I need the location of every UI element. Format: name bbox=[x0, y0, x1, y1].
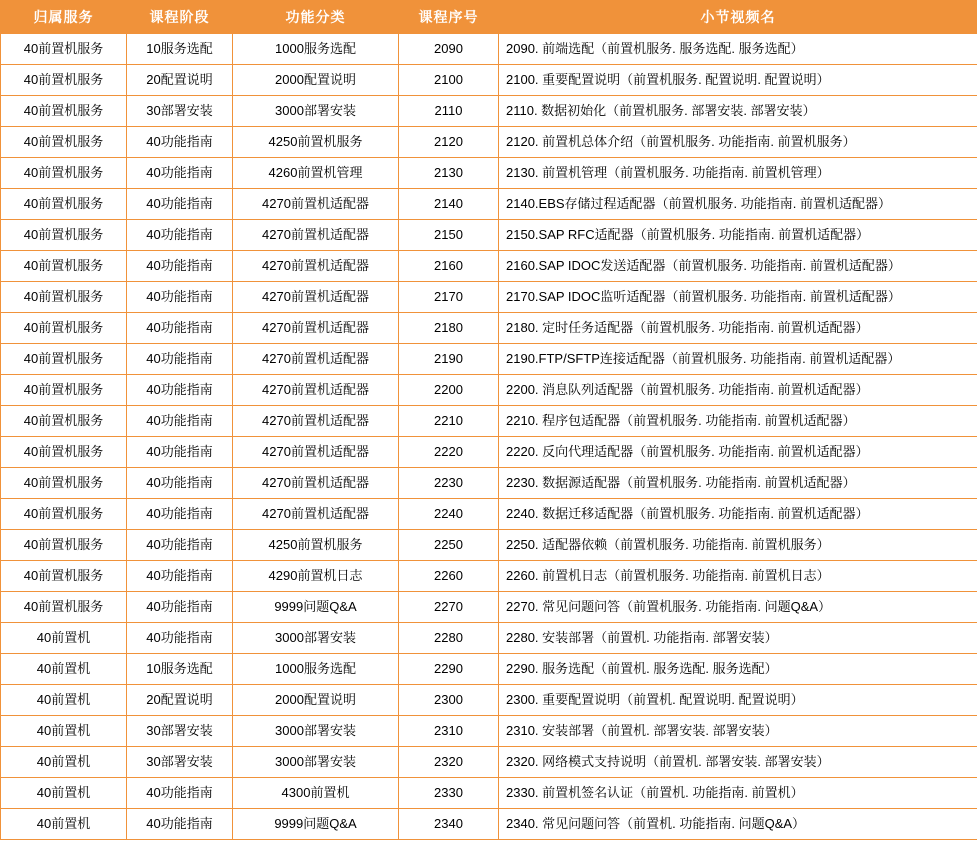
table-row bbox=[1, 747, 977, 778]
column-header-sequence: 课程序号 bbox=[399, 1, 499, 34]
table-row bbox=[1, 437, 977, 468]
cell-sequence: 2110 bbox=[399, 96, 499, 127]
cell-category: 4300前置机 bbox=[233, 778, 399, 809]
cell-category: 1000服务选配 bbox=[233, 654, 399, 685]
cell-category: 4260前置机管理 bbox=[233, 158, 399, 189]
cell-sequence: 2220 bbox=[399, 437, 499, 468]
table-row bbox=[1, 716, 977, 747]
table-row bbox=[1, 499, 977, 530]
cell-service: 40前置机 bbox=[1, 778, 127, 809]
cell-category: 4270前置机适配器 bbox=[233, 220, 399, 251]
cell-service: 40前置机服务 bbox=[1, 313, 127, 344]
cell-category: 4270前置机适配器 bbox=[233, 282, 399, 313]
cell-video-name: 2210. 程序包适配器（前置机服务. 功能指南. 前置机适配器） bbox=[499, 406, 977, 437]
cell-video-name: 2160.SAP IDOC发送适配器（前置机服务. 功能指南. 前置机适配器） bbox=[499, 251, 977, 282]
table-row bbox=[1, 220, 977, 251]
cell-stage: 20配置说明 bbox=[127, 65, 233, 96]
cell-sequence: 2120 bbox=[399, 127, 499, 158]
cell-sequence: 2090 bbox=[399, 34, 499, 65]
cell-video-name: 2120. 前置机总体介绍（前置机服务. 功能指南. 前置机服务） bbox=[499, 127, 977, 158]
cell-video-name: 2220. 反向代理适配器（前置机服务. 功能指南. 前置机适配器） bbox=[499, 437, 977, 468]
cell-video-name: 2290. 服务选配（前置机. 服务选配. 服务选配） bbox=[499, 654, 977, 685]
cell-category: 4250前置机服务 bbox=[233, 127, 399, 158]
cell-stage: 40功能指南 bbox=[127, 406, 233, 437]
table-row bbox=[1, 158, 977, 189]
cell-category: 4270前置机适配器 bbox=[233, 406, 399, 437]
cell-service: 40前置机 bbox=[1, 747, 127, 778]
cell-stage: 40功能指南 bbox=[127, 468, 233, 499]
cell-video-name: 2340. 常见问题问答（前置机. 功能指南. 问题Q&A） bbox=[499, 809, 977, 840]
cell-stage: 30部署安装 bbox=[127, 96, 233, 127]
cell-category: 4270前置机适配器 bbox=[233, 344, 399, 375]
cell-sequence: 2200 bbox=[399, 375, 499, 406]
cell-sequence: 2100 bbox=[399, 65, 499, 96]
cell-stage: 40功能指南 bbox=[127, 251, 233, 282]
table-row bbox=[1, 65, 977, 96]
cell-stage: 40功能指南 bbox=[127, 623, 233, 654]
cell-video-name: 2100. 重要配置说明（前置机服务. 配置说明. 配置说明） bbox=[499, 65, 977, 96]
cell-stage: 20配置说明 bbox=[127, 685, 233, 716]
cell-service: 40前置机服务 bbox=[1, 406, 127, 437]
cell-video-name: 2130. 前置机管理（前置机服务. 功能指南. 前置机管理） bbox=[499, 158, 977, 189]
cell-stage: 40功能指南 bbox=[127, 313, 233, 344]
cell-sequence: 2270 bbox=[399, 592, 499, 623]
cell-sequence: 2260 bbox=[399, 561, 499, 592]
cell-service: 40前置机服务 bbox=[1, 592, 127, 623]
table-row bbox=[1, 406, 977, 437]
cell-video-name: 2240. 数据迁移适配器（前置机服务. 功能指南. 前置机适配器） bbox=[499, 499, 977, 530]
table-row bbox=[1, 685, 977, 716]
cell-sequence: 2130 bbox=[399, 158, 499, 189]
cell-service: 40前置机服务 bbox=[1, 468, 127, 499]
cell-category: 9999问题Q&A bbox=[233, 592, 399, 623]
cell-video-name: 2200. 消息队列适配器（前置机服务. 功能指南. 前置机适配器） bbox=[499, 375, 977, 406]
column-header-category: 功能分类 bbox=[233, 1, 399, 34]
cell-category: 4270前置机适配器 bbox=[233, 313, 399, 344]
cell-video-name: 2260. 前置机日志（前置机服务. 功能指南. 前置机日志） bbox=[499, 561, 977, 592]
cell-category: 2000配置说明 bbox=[233, 685, 399, 716]
cell-category: 4270前置机适配器 bbox=[233, 251, 399, 282]
cell-sequence: 2330 bbox=[399, 778, 499, 809]
cell-stage: 40功能指南 bbox=[127, 561, 233, 592]
table-row bbox=[1, 623, 977, 654]
table-row bbox=[1, 344, 977, 375]
cell-category: 4290前置机日志 bbox=[233, 561, 399, 592]
cell-sequence: 2290 bbox=[399, 654, 499, 685]
table-row bbox=[1, 96, 977, 127]
cell-video-name: 2190.FTP/SFTP连接适配器（前置机服务. 功能指南. 前置机适配器） bbox=[499, 344, 977, 375]
cell-stage: 40功能指南 bbox=[127, 189, 233, 220]
cell-sequence: 2280 bbox=[399, 623, 499, 654]
cell-video-name: 2280. 安装部署（前置机. 功能指南. 部署安装） bbox=[499, 623, 977, 654]
cell-service: 40前置机服务 bbox=[1, 65, 127, 96]
cell-service: 40前置机服务 bbox=[1, 499, 127, 530]
cell-stage: 40功能指南 bbox=[127, 809, 233, 840]
cell-video-name: 2250. 适配器依赖（前置机服务. 功能指南. 前置机服务） bbox=[499, 530, 977, 561]
cell-video-name: 2320. 网络模式支持说明（前置机. 部署安装. 部署安装） bbox=[499, 747, 977, 778]
cell-sequence: 2150 bbox=[399, 220, 499, 251]
cell-service: 40前置机服务 bbox=[1, 375, 127, 406]
cell-sequence: 2240 bbox=[399, 499, 499, 530]
cell-service: 40前置机服务 bbox=[1, 561, 127, 592]
table-row bbox=[1, 561, 977, 592]
cell-service: 40前置机服务 bbox=[1, 127, 127, 158]
table-header-row bbox=[1, 1, 977, 34]
cell-category: 4270前置机适配器 bbox=[233, 468, 399, 499]
cell-sequence: 2210 bbox=[399, 406, 499, 437]
table-row bbox=[1, 282, 977, 313]
table-row bbox=[1, 251, 977, 282]
table-row bbox=[1, 468, 977, 499]
cell-service: 40前置机 bbox=[1, 623, 127, 654]
table-row bbox=[1, 530, 977, 561]
table-row bbox=[1, 778, 977, 809]
table-header bbox=[1, 1, 977, 34]
cell-video-name: 2180. 定时任务适配器（前置机服务. 功能指南. 前置机适配器） bbox=[499, 313, 977, 344]
cell-video-name: 2330. 前置机签名认证（前置机. 功能指南. 前置机） bbox=[499, 778, 977, 809]
cell-sequence: 2190 bbox=[399, 344, 499, 375]
table-row bbox=[1, 189, 977, 220]
cell-sequence: 2300 bbox=[399, 685, 499, 716]
cell-video-name: 2170.SAP IDOC监听适配器（前置机服务. 功能指南. 前置机适配器） bbox=[499, 282, 977, 313]
cell-stage: 40功能指南 bbox=[127, 499, 233, 530]
cell-stage: 40功能指南 bbox=[127, 592, 233, 623]
table-row bbox=[1, 654, 977, 685]
cell-category: 2000配置说明 bbox=[233, 65, 399, 96]
cell-stage: 40功能指南 bbox=[127, 375, 233, 406]
cell-sequence: 2180 bbox=[399, 313, 499, 344]
cell-category: 4270前置机适配器 bbox=[233, 499, 399, 530]
cell-sequence: 2320 bbox=[399, 747, 499, 778]
column-header-video-name: 小节视频名 bbox=[499, 1, 977, 34]
cell-category: 4270前置机适配器 bbox=[233, 437, 399, 468]
cell-stage: 30部署安装 bbox=[127, 747, 233, 778]
cell-service: 40前置机 bbox=[1, 685, 127, 716]
cell-video-name: 2300. 重要配置说明（前置机. 配置说明. 配置说明） bbox=[499, 685, 977, 716]
cell-stage: 40功能指南 bbox=[127, 127, 233, 158]
cell-stage: 40功能指南 bbox=[127, 158, 233, 189]
cell-category: 4270前置机适配器 bbox=[233, 375, 399, 406]
cell-video-name: 2110. 数据初始化（前置机服务. 部署安装. 部署安装） bbox=[499, 96, 977, 127]
cell-service: 40前置机服务 bbox=[1, 344, 127, 375]
table-row bbox=[1, 313, 977, 344]
cell-stage: 40功能指南 bbox=[127, 778, 233, 809]
column-header-stage: 课程阶段 bbox=[127, 1, 233, 34]
cell-video-name: 2090. 前端选配（前置机服务. 服务选配. 服务选配） bbox=[499, 34, 977, 65]
cell-video-name: 2230. 数据源适配器（前置机服务. 功能指南. 前置机适配器） bbox=[499, 468, 977, 499]
table-row bbox=[1, 592, 977, 623]
cell-sequence: 2140 bbox=[399, 189, 499, 220]
cell-service: 40前置机服务 bbox=[1, 251, 127, 282]
cell-sequence: 2250 bbox=[399, 530, 499, 561]
cell-category: 3000部署安装 bbox=[233, 623, 399, 654]
table-row bbox=[1, 34, 977, 65]
cell-stage: 40功能指南 bbox=[127, 282, 233, 313]
table-row bbox=[1, 375, 977, 406]
cell-category: 4250前置机服务 bbox=[233, 530, 399, 561]
cell-service: 40前置机服务 bbox=[1, 437, 127, 468]
table-body bbox=[1, 34, 977, 840]
cell-sequence: 2160 bbox=[399, 251, 499, 282]
cell-stage: 10服务选配 bbox=[127, 34, 233, 65]
cell-stage: 40功能指南 bbox=[127, 437, 233, 468]
cell-stage: 10服务选配 bbox=[127, 654, 233, 685]
cell-category: 3000部署安装 bbox=[233, 716, 399, 747]
cell-stage: 40功能指南 bbox=[127, 530, 233, 561]
cell-video-name: 2150.SAP RFC适配器（前置机服务. 功能指南. 前置机适配器） bbox=[499, 220, 977, 251]
cell-video-name: 2310. 安装部署（前置机. 部署安装. 部署安装） bbox=[499, 716, 977, 747]
cell-stage: 40功能指南 bbox=[127, 344, 233, 375]
cell-category: 3000部署安装 bbox=[233, 747, 399, 778]
cell-sequence: 2170 bbox=[399, 282, 499, 313]
cell-category: 3000部署安装 bbox=[233, 96, 399, 127]
cell-service: 40前置机服务 bbox=[1, 530, 127, 561]
cell-service: 40前置机服务 bbox=[1, 96, 127, 127]
cell-video-name: 2270. 常见问题问答（前置机服务. 功能指南. 问题Q&A） bbox=[499, 592, 977, 623]
cell-service: 40前置机服务 bbox=[1, 34, 127, 65]
table-row bbox=[1, 809, 977, 840]
cell-sequence: 2340 bbox=[399, 809, 499, 840]
cell-category: 4270前置机适配器 bbox=[233, 189, 399, 220]
cell-category: 9999问题Q&A bbox=[233, 809, 399, 840]
cell-service: 40前置机服务 bbox=[1, 220, 127, 251]
cell-service: 40前置机服务 bbox=[1, 189, 127, 220]
cell-video-name: 2140.EBS存储过程适配器（前置机服务. 功能指南. 前置机适配器） bbox=[499, 189, 977, 220]
cell-sequence: 2310 bbox=[399, 716, 499, 747]
cell-stage: 30部署安装 bbox=[127, 716, 233, 747]
cell-stage: 40功能指南 bbox=[127, 220, 233, 251]
cell-sequence: 2230 bbox=[399, 468, 499, 499]
table-row bbox=[1, 127, 977, 158]
column-header-service: 归属服务 bbox=[1, 1, 127, 34]
cell-category: 1000服务选配 bbox=[233, 34, 399, 65]
cell-service: 40前置机 bbox=[1, 654, 127, 685]
cell-service: 40前置机 bbox=[1, 809, 127, 840]
cell-service: 40前置机服务 bbox=[1, 158, 127, 189]
cell-service: 40前置机 bbox=[1, 716, 127, 747]
cell-service: 40前置机服务 bbox=[1, 282, 127, 313]
